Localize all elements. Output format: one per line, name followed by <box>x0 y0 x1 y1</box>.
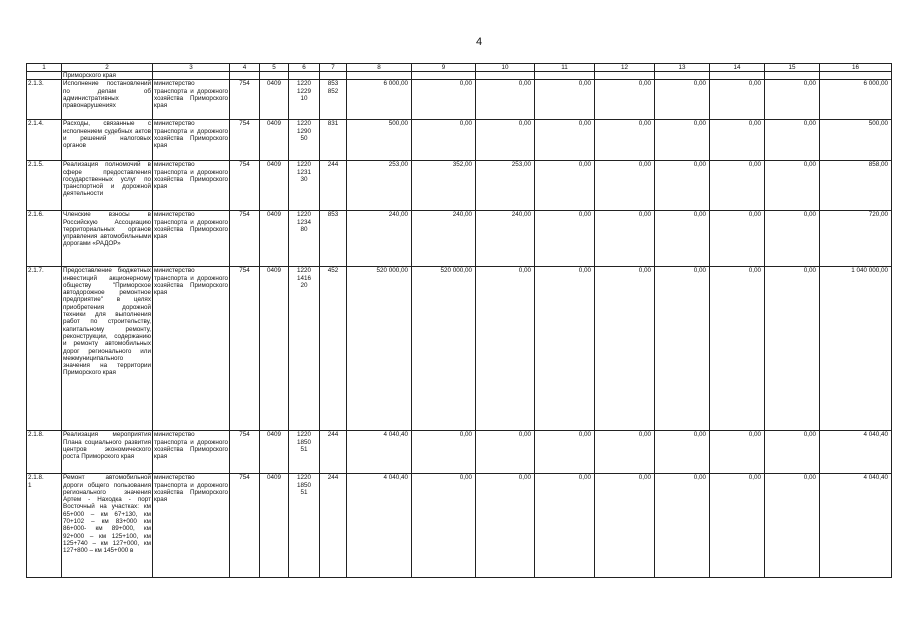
row-c8: 6 000,00 <box>347 80 412 120</box>
row-c10: 240,00 <box>476 211 535 267</box>
row-c12: 0,00 <box>595 161 655 211</box>
row-c16: 500,00 <box>820 120 892 161</box>
row-name: Реализация полномочий в сфере предоставления государственных услуг по транспортной и дорожной деятельности <box>62 161 153 211</box>
row-c15: 0,00 <box>765 161 820 211</box>
row-c16: 6 000,00 <box>820 80 892 120</box>
row-c6: 1220 1416 20 <box>289 267 320 431</box>
row-c16: 858,00 <box>820 161 892 211</box>
row-id: 2.1.8. <box>27 431 62 474</box>
continuation-name: Приморского края <box>62 72 153 80</box>
row-c6: 1220 1234 80 <box>289 211 320 267</box>
row-c5: 0409 <box>260 211 289 267</box>
row-c4: 754 <box>230 474 260 578</box>
row-name: Предоставление бюджетных инвестиций акционерному обществу "Приморское автодорожное ремонтное предприятие" в целях приобретения дорожной техники для выполнения работ по строительству, капитальному ремонту, реконструкции, содержанию и ремонту автомобильных дорог регионального или межмуниципального значения на территории Приморского края <box>62 267 153 431</box>
row-id: 2.1.3. <box>27 80 62 120</box>
row-c14: 0,00 <box>710 267 765 431</box>
row-org: министерство транспорта и дорожного хозяйства Приморского края <box>153 80 230 120</box>
row-c7: 244 <box>320 474 347 578</box>
row-c12: 0,00 <box>595 474 655 578</box>
header-col-3: 3 <box>153 64 230 72</box>
row-c6: 1220 1850 51 <box>289 474 320 578</box>
row-name: Расходы, связанные с исполнением судебных актов и решений налоговых органов <box>62 120 153 161</box>
row-c13: 0,00 <box>655 211 710 267</box>
header-col-8: 8 <box>347 64 412 72</box>
row-org: министерство транспорта и дорожного хозяйства Приморского края <box>153 120 230 161</box>
row-c7: 831 <box>320 120 347 161</box>
row-c11: 0,00 <box>535 80 595 120</box>
row-c16: 720,00 <box>820 211 892 267</box>
table-row <box>27 431 892 474</box>
header-col-7: 7 <box>320 64 347 72</box>
row-c13: 0,00 <box>655 431 710 474</box>
row-c16: 4 040,40 <box>820 474 892 578</box>
row-c14: 0,00 <box>710 161 765 211</box>
table-row <box>27 211 892 267</box>
row-c13: 0,00 <box>655 80 710 120</box>
row-c5: 0409 <box>260 267 289 431</box>
header-col-1: 1 <box>27 64 62 72</box>
row-name: Членские взносы в Российскую Ассоциацию территориальных органов управления автомобильными дорогами «РАДОР» <box>62 211 153 267</box>
row-c8: 4 040,40 <box>347 474 412 578</box>
row-c8: 240,00 <box>347 211 412 267</box>
row-c4: 754 <box>230 161 260 211</box>
row-c11: 0,00 <box>535 211 595 267</box>
table-row <box>27 267 892 431</box>
row-c6: 1220 1290 50 <box>289 120 320 161</box>
row-c9: 0,00 <box>412 80 476 120</box>
row-c8: 253,00 <box>347 161 412 211</box>
row-c9: 352,00 <box>412 161 476 211</box>
row-org: министерство транспорта и дорожного хозяйства Приморского края <box>153 267 230 431</box>
row-c7: 244 <box>320 161 347 211</box>
row-c12: 0,00 <box>595 267 655 431</box>
row-id: 2.1.8. 1 <box>27 474 62 578</box>
row-id: 2.1.6. <box>27 211 62 267</box>
row-id: 2.1.5. <box>27 161 62 211</box>
row-c15: 0,00 <box>765 267 820 431</box>
header-col-14: 14 <box>710 64 765 72</box>
row-id: 2.1.7. <box>27 267 62 431</box>
row-c9: 0,00 <box>412 431 476 474</box>
header-col-13: 13 <box>655 64 710 72</box>
row-c10: 0,00 <box>476 474 535 578</box>
row-org: министерство транспорта и дорожного хозяйства Приморского края <box>153 161 230 211</box>
row-name: Ремонт автомобильной дороги общего пользования регионального значения Артем - Находка - порт Восточный на участках: км 65+000 – км 67+130, км 70+102 – км 83+000 км 86+000- км 89+000, км 92+000 – км 125+100, км 125+740 – км 127+000, км 127+800 – км 145+000 в <box>62 474 153 578</box>
row-c13: 0,00 <box>655 267 710 431</box>
header-col-11: 11 <box>535 64 595 72</box>
row-c15: 0,00 <box>765 431 820 474</box>
row-c11: 0,00 <box>535 120 595 161</box>
header-col-10: 10 <box>476 64 535 72</box>
row-id: 2.1.4. <box>27 120 62 161</box>
row-c10: 253,00 <box>476 161 535 211</box>
row-c4: 754 <box>230 120 260 161</box>
row-c11: 0,00 <box>535 161 595 211</box>
budget-table <box>26 63 892 578</box>
row-c5: 0409 <box>260 80 289 120</box>
row-c12: 0,00 <box>595 120 655 161</box>
row-c11: 0,00 <box>535 474 595 578</box>
row-c14: 0,00 <box>710 80 765 120</box>
row-c15: 0,00 <box>765 211 820 267</box>
row-c4: 754 <box>230 211 260 267</box>
row-c4: 754 <box>230 431 260 474</box>
row-c4: 754 <box>230 267 260 431</box>
row-org: министерство транспорта и дорожного хозяйства Приморского края <box>153 474 230 578</box>
table-row <box>27 161 892 211</box>
row-org: министерство транспорта и дорожного хозяйства Приморского края <box>153 211 230 267</box>
row-c11: 0,00 <box>535 267 595 431</box>
row-c12: 0,00 <box>595 211 655 267</box>
row-c4: 754 <box>230 80 260 120</box>
row-c10: 0,00 <box>476 267 535 431</box>
column-number-row <box>27 64 892 72</box>
row-c14: 0,00 <box>710 120 765 161</box>
row-name: Исполнение постановлений по делам об административных правонарушениях <box>62 80 153 120</box>
row-c14: 0,00 <box>710 474 765 578</box>
row-c9: 0,00 <box>412 120 476 161</box>
header-col-6: 6 <box>289 64 320 72</box>
row-c6: 1220 1231 30 <box>289 161 320 211</box>
row-c15: 0,00 <box>765 80 820 120</box>
row-c9: 520 000,00 <box>412 267 476 431</box>
row-c10: 0,00 <box>476 120 535 161</box>
row-c7: 853 852 <box>320 80 347 120</box>
row-c5: 0409 <box>260 474 289 578</box>
row-c5: 0409 <box>260 431 289 474</box>
header-col-2: 2 <box>62 64 153 72</box>
table-row <box>27 120 892 161</box>
page-number: 4 <box>476 36 483 48</box>
header-col-12: 12 <box>595 64 655 72</box>
row-c10: 0,00 <box>476 80 535 120</box>
header-col-4: 4 <box>230 64 260 72</box>
row-c6: 1220 1850 51 <box>289 431 320 474</box>
row-c8: 500,00 <box>347 120 412 161</box>
row-c7: 244 <box>320 431 347 474</box>
row-c13: 0,00 <box>655 120 710 161</box>
row-c16: 4 040,40 <box>820 431 892 474</box>
row-c16: 1 040 000,00 <box>820 267 892 431</box>
row-c8: 4 040,40 <box>347 431 412 474</box>
table-row <box>27 80 892 120</box>
header-col-15: 15 <box>765 64 820 72</box>
row-c14: 0,00 <box>710 431 765 474</box>
row-org: министерство транспорта и дорожного хозяйства Приморского края <box>153 431 230 474</box>
header-col-9: 9 <box>412 64 476 72</box>
row-c9: 0,00 <box>412 474 476 578</box>
row-c15: 0,00 <box>765 474 820 578</box>
header-col-5: 5 <box>260 64 289 72</box>
row-c12: 0,00 <box>595 431 655 474</box>
row-c12: 0,00 <box>595 80 655 120</box>
row-c10: 0,00 <box>476 431 535 474</box>
row-c5: 0409 <box>260 120 289 161</box>
row-c7: 853 <box>320 211 347 267</box>
table-row <box>27 474 892 578</box>
row-c7: 452 <box>320 267 347 431</box>
row-c11: 0,00 <box>535 431 595 474</box>
row-c13: 0,00 <box>655 474 710 578</box>
row-c15: 0,00 <box>765 120 820 161</box>
row-name: Реализация мероприятия Плана социального развития центров экономического роста Приморского края <box>62 431 153 474</box>
header-col-16: 16 <box>820 64 892 72</box>
row-c13: 0,00 <box>655 161 710 211</box>
row-c8: 520 000,00 <box>347 267 412 431</box>
row-c5: 0409 <box>260 161 289 211</box>
row-c14: 0,00 <box>710 211 765 267</box>
row-c9: 240,00 <box>412 211 476 267</box>
row-c6: 1220 1229 10 <box>289 80 320 120</box>
continuation-row <box>27 72 892 80</box>
